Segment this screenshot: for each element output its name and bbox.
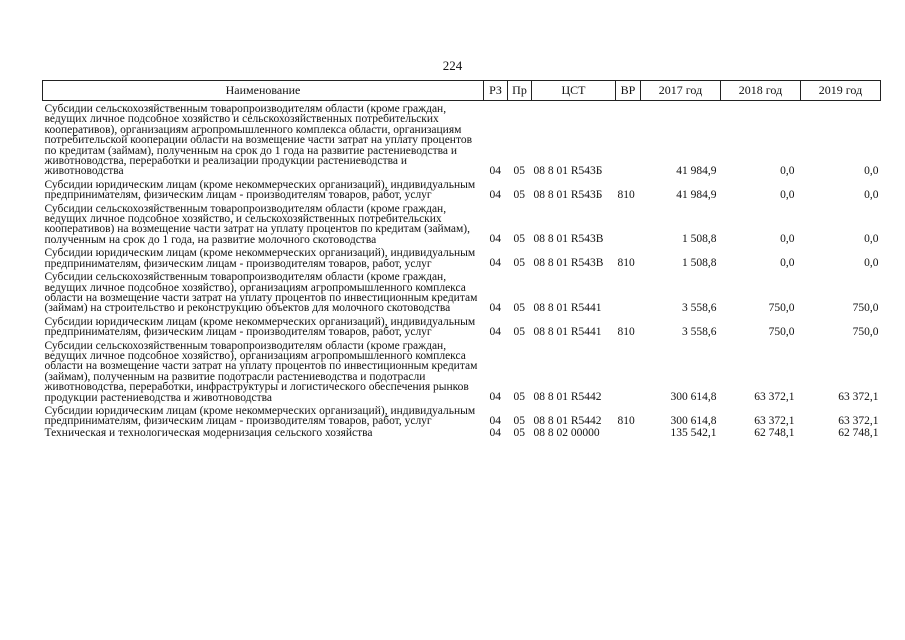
row-rz: 04 (489, 164, 501, 177)
row-pr: 05 (513, 233, 525, 246)
row-name: Субсидии сельскохозяйственным товаропроизводителям области (кроме граждан, ведущих личное подсобное хозяйство и сельскохозяйственных потребительских кооперативов), организациям агропромышленного комплекса области, организациям потребительской кооперации области на возмещение части затрат на уплату процентов по кредитам (займам), полученным на срок до 1 года на развитие растениеводства и животноводства, переработки и реализации продукции растениеводства и животноводства (44, 103, 473, 178)
row-name: Субсидии сельскохозяйственным товаропроизводителям области (кроме граждан, ведущих личное подсобное хозяйство), организациям агропромышленного комплекса области на возмещение части затрат на уплату процентов по инвестиционным кредитам (займам), полученным на развитие подотрасли растениеводства и подотрасли животноводства, переработки, инфраструктуры и логистического обеспечения рынков продукции растениеводства и животноводства (44, 339, 478, 404)
budget-table (42, 80, 881, 439)
row-2017: 135 542,1 (670, 426, 717, 439)
row-pr: 05 (513, 188, 525, 201)
row-rz: 04 (489, 426, 501, 439)
row-vr: 810 (617, 188, 635, 201)
row-2019: 0,0 (864, 188, 879, 201)
row-name: Субсидии сельскохозяйственным товаропроизводителям области (кроме граждан, ведущих личное подсобное хозяйство, и сельскохозяйственных потребительских кооперативов) на возмещение части затрат на уплату процентов по кредитам (займам), полученным на срок до 1 года, на развитие молочного скотоводства (44, 202, 470, 246)
row-2018: 0,0 (780, 257, 795, 270)
row-2018: 750,0 (768, 325, 795, 338)
row-vr (616, 201, 641, 246)
row-2018: 750,0 (768, 301, 795, 314)
row-rz: 04 (489, 188, 501, 201)
row-vr (616, 101, 641, 177)
row-2019: 63 372,1 (838, 390, 879, 403)
page-number: 224 (442, 58, 463, 73)
row-pr: 05 (513, 164, 525, 177)
row-pr: 05 (513, 325, 525, 338)
row-cst: 08 8 01 R543Б (533, 164, 603, 177)
row-cst: 08 8 01 R543Б (533, 188, 603, 201)
row-2017: 1 508,8 (682, 257, 717, 270)
table-row (43, 177, 881, 201)
row-2017: 3 558,6 (682, 325, 717, 338)
row-pr: 05 (513, 414, 525, 427)
row-name: Субсидии сельскохозяйственным товаропроизводителям области (кроме граждан, ведущих личное подсобное хозяйство), организациям агропромышленного комплекса области на возмещение части затрат на уплату процентов по инвестиционным кредитам (займам) на строительство и реконструкцию объектов для молочного скотоводства (44, 271, 478, 315)
header-cst: ЦСТ (532, 81, 616, 101)
row-2018: 63 372,1 (754, 390, 795, 403)
row-2018: 63 372,1 (754, 414, 795, 427)
row-vr: 810 (617, 257, 635, 270)
row-name: Субсидии юридическим лицам (кроме некоммерческих организаций), индивидуальным предпринимателям, физическим лицам - производителям товаров, работ, услуг (44, 178, 476, 202)
row-2019: 750,0 (852, 301, 879, 314)
row-cst: 08 8 01 R5441 (533, 325, 602, 338)
row-cst: 08 8 01 R5442 (533, 390, 602, 403)
row-rz: 04 (489, 233, 501, 246)
header-2019: 2019 год (801, 81, 881, 101)
table-row (43, 403, 881, 427)
header-rz: РЗ (484, 81, 508, 101)
table-header-row (43, 81, 881, 101)
row-2019: 750,0 (852, 325, 879, 338)
row-name: Техническая и технологическая модернизация сельского хозяйства (44, 427, 373, 440)
row-2019: 0,0 (864, 233, 879, 246)
table-row (43, 338, 881, 403)
row-name: Субсидии юридическим лицам (кроме некоммерческих организаций), индивидуальным предпринимателям, физическим лицам - производителям товаров, работ, услуг (44, 247, 476, 270)
row-cst: 08 8 01 R5442 (533, 414, 602, 427)
row-2017: 300 614,8 (670, 390, 717, 403)
row-rz: 04 (489, 257, 501, 270)
table-row (43, 427, 881, 439)
row-2017: 3 558,6 (682, 301, 717, 314)
row-2017: 41 984,9 (676, 164, 717, 177)
row-vr (616, 338, 641, 403)
header-pr: Пр (508, 81, 532, 101)
row-rz: 04 (489, 390, 501, 403)
table-row (43, 245, 881, 269)
header-2017: 2017 год (641, 81, 721, 101)
table-row (43, 101, 881, 177)
table-row (43, 269, 881, 314)
row-2019: 0,0 (864, 164, 879, 177)
row-rz: 04 (489, 414, 501, 427)
row-vr: 810 (617, 325, 635, 338)
row-cst: 08 8 01 R543В (533, 233, 604, 246)
row-cst: 08 8 01 R5441 (533, 301, 602, 314)
row-2019: 0,0 (864, 257, 879, 270)
row-2017: 1 508,8 (682, 233, 717, 246)
row-2018: 0,0 (780, 188, 795, 201)
row-pr: 05 (513, 390, 525, 403)
row-2018: 0,0 (780, 164, 795, 177)
row-2017: 41 984,9 (676, 188, 717, 201)
header-vr: ВР (616, 81, 641, 101)
header-2018: 2018 год (721, 81, 801, 101)
header-name: Наименование (43, 81, 484, 101)
row-2017: 300 614,8 (670, 414, 717, 427)
row-cst: 08 8 01 R543В (533, 257, 604, 270)
row-rz: 04 (489, 301, 501, 314)
row-vr: 810 (617, 414, 635, 427)
row-2019: 62 748,1 (838, 426, 879, 439)
row-cst: 08 8 02 00000 (533, 426, 600, 439)
row-2018: 0,0 (780, 233, 795, 246)
row-name: Субсидии юридическим лицам (кроме некоммерческих организаций), индивидуальным предпринимателям, физическим лицам - производителям товаров, работ, услуг (44, 315, 476, 339)
row-rz: 04 (489, 325, 501, 338)
row-pr: 05 (513, 257, 525, 270)
row-2018: 62 748,1 (754, 426, 795, 439)
table-row (43, 314, 881, 338)
row-2019: 63 372,1 (838, 414, 879, 427)
row-pr: 05 (513, 301, 525, 314)
row-vr (616, 427, 641, 439)
row-name: Субсидии юридическим лицам (кроме некоммерческих организаций), индивидуальным предпринимателям, физическим лицам - производителям товаров, работ, услуг (44, 404, 476, 428)
row-pr: 05 (513, 426, 525, 439)
row-vr (616, 269, 641, 314)
table-row (43, 201, 881, 246)
